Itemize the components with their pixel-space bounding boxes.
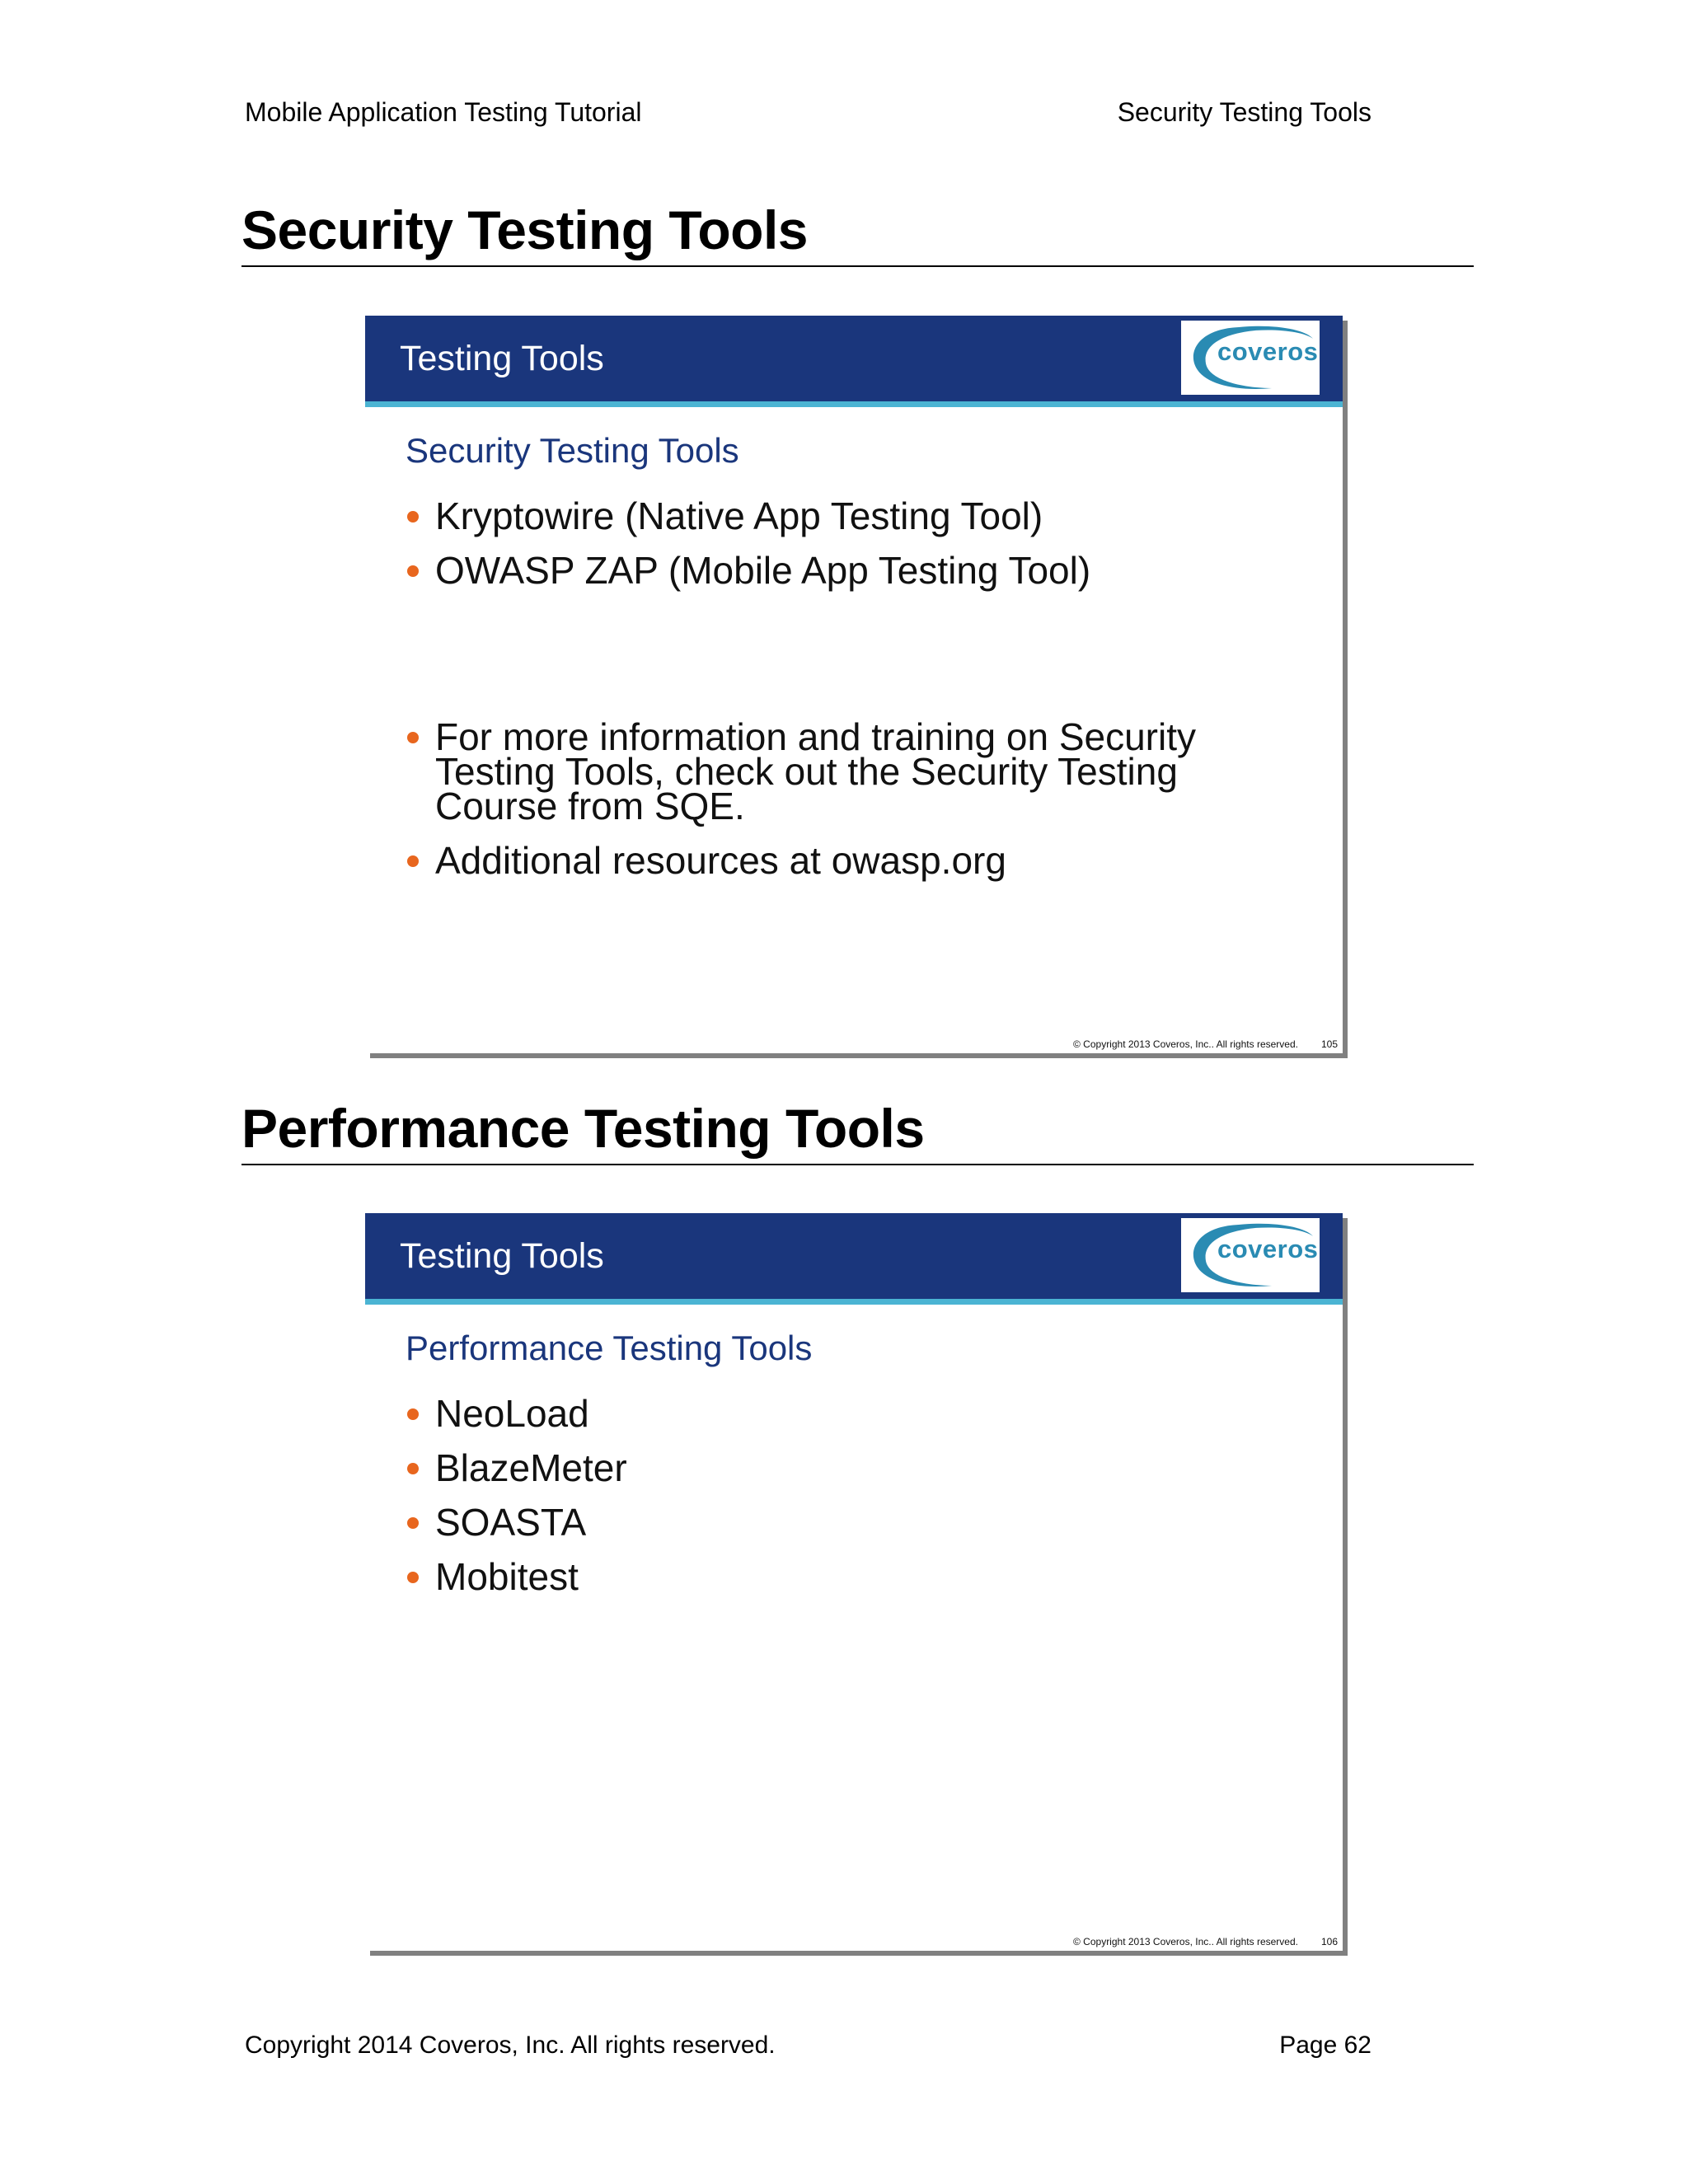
bullet-dot-icon bbox=[407, 1463, 419, 1474]
bullet-dot-icon bbox=[407, 1572, 419, 1583]
slide-subtitle: Performance Testing Tools bbox=[406, 1329, 813, 1367]
page-footer bbox=[245, 2032, 1372, 2064]
slide-footer bbox=[1073, 1038, 1338, 1050]
document-title: Mobile Application Testing Tutorial bbox=[245, 97, 642, 127]
slide-performance bbox=[365, 1213, 1343, 1951]
slide-copyright: © Copyright 2013 Coveros, Inc.. All rights reserved. bbox=[1073, 1936, 1298, 1947]
list-item: For more information and training on Security Testing Tools, check out the Security Testing Course from SQE. bbox=[406, 719, 1279, 823]
logo-text: coveros bbox=[1217, 1235, 1319, 1263]
bullet-dot-icon bbox=[407, 855, 419, 867]
list-item: NeoLoad bbox=[406, 1396, 1279, 1431]
slide-header-title: Testing Tools bbox=[400, 339, 604, 378]
coveros-logo bbox=[1181, 321, 1320, 395]
slide-header bbox=[365, 1213, 1343, 1305]
bullet-list bbox=[406, 1392, 1279, 1614]
list-item: Mobitest bbox=[406, 1559, 1279, 1594]
list-item: SOASTA bbox=[406, 1505, 1279, 1540]
slide-header-title: Testing Tools bbox=[400, 1236, 604, 1276]
chapter-title: Security Testing Tools bbox=[1117, 97, 1372, 127]
list-item: Kryptowire (Native App Testing Tool) bbox=[406, 499, 1279, 533]
bullet-dot-icon bbox=[407, 1517, 419, 1529]
bullet-dot-icon bbox=[407, 1408, 419, 1420]
slide-copyright: © Copyright 2013 Coveros, Inc.. All rights reserved. bbox=[1073, 1038, 1298, 1050]
bullet-dot-icon bbox=[407, 565, 419, 577]
bullet-list bbox=[406, 494, 1279, 607]
list-item: BlazeMeter bbox=[406, 1451, 1279, 1485]
logo-text: coveros bbox=[1217, 337, 1319, 366]
bullet-dot-icon bbox=[407, 732, 419, 743]
slide-security bbox=[365, 316, 1343, 1053]
slide-header bbox=[365, 316, 1343, 407]
slide-number: 106 bbox=[1320, 1936, 1338, 1947]
list-item: Additional resources at owasp.org bbox=[406, 843, 1279, 878]
footer-copyright: Copyright 2014 Coveros, Inc. All rights reserved. bbox=[245, 2032, 776, 2059]
slide-number: 105 bbox=[1320, 1038, 1338, 1050]
slide-subtitle: Security Testing Tools bbox=[406, 431, 739, 470]
section-title-performance: Performance Testing Tools bbox=[241, 1101, 1474, 1165]
slide-footer bbox=[1073, 1936, 1338, 1947]
list-item: OWASP ZAP (Mobile App Testing Tool) bbox=[406, 553, 1279, 588]
coveros-logo bbox=[1181, 1218, 1320, 1292]
bullet-dot-icon bbox=[407, 511, 419, 523]
section-title-security: Security Testing Tools bbox=[241, 203, 1474, 267]
footer-page-number: Page 62 bbox=[1279, 2032, 1372, 2059]
bullet-list bbox=[406, 715, 1279, 898]
running-header bbox=[245, 97, 1372, 130]
